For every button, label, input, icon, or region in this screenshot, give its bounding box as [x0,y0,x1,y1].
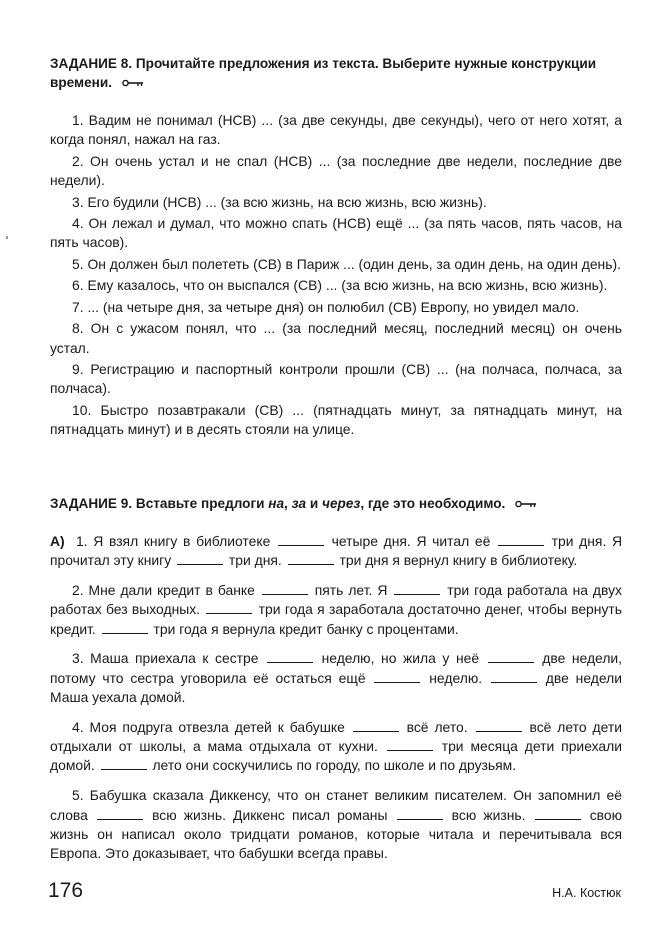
author-name: Н.А. Костюк [552,886,621,900]
blank-field[interactable] [535,807,581,820]
task9-heading: ЗАДАНИЕ 9. Вставьте предлоги на, за и через, где это необходимо. [50,494,620,513]
list-item: 5. Он должен был полететь (СВ) в Париж ... (один день, за один день, на один день). [72,255,621,272]
preposition-na: на [268,496,285,511]
list-item: 8. Он с ужасом понял, что ... (за последний месяц, последний месяц) он очень устал. [50,320,622,356]
task8-instruction: Прочитайте предложения из текста. Выберите нужные конструкции времени. [50,56,597,90]
blank-field[interactable] [262,582,308,595]
task9-label: ЗАДАНИЕ 9. [50,496,133,511]
key-icon [122,79,144,87]
scan-mark [6,236,8,239]
blank-field[interactable] [488,650,534,663]
task9-instruction: Вставьте предлоги [135,496,265,511]
list-item: 2. Он очень устал и не спал (НСВ) ... (за последние две недели, последние две недели). [50,152,622,189]
list-item: 7. ... (на четыре дня, за четыре дня) он полюбил (СВ) Европу, но увидел мало. [72,298,580,315]
blank-field[interactable] [491,670,537,683]
blank-field[interactable] [374,670,420,683]
blank-field[interactable] [353,719,399,732]
blank-field[interactable] [97,807,143,820]
blank-field[interactable] [278,533,324,546]
blank-field[interactable] [397,807,443,820]
list-item: 3. Маша приехала к сестре неделю, но жила у неё две недели, потому что сестра уговорила её остаться ещё неделю. две недели Маша уехала домой. [50,650,623,706]
blank-field[interactable] [288,552,334,565]
task8-list [50,111,622,442]
blank-field[interactable] [101,757,147,770]
list-item: 6. Ему казалось, что он выспался (СВ) ... (за всю жизнь, на всю жизнь, всю жизнь). [72,277,608,294]
blank-field[interactable] [102,621,148,634]
task9-list [50,532,622,874]
section-label: А) [50,533,65,549]
list-item: 4. Моя подруга отвезла детей к бабушке всё лето. всё лето дети отдыхали от школы, а мама отдыхала от кухни. три месяца дети приехали домой. лето они соскучились по городу, по школе и по друзьям. [50,718,622,774]
blank-field[interactable] [177,552,223,565]
list-item: А) 1. Я взял книгу в библиотеке четыре дня. Я читал её три дня. Я прочитал эту книгу три дня. три дня я вернул книгу в библиотеку. [50,533,623,569]
list-item: 3. Его будили (НСВ) ... (за всю жизнь, на всю жизнь, всю жизнь). [72,193,487,210]
preposition-za: за [291,496,307,511]
task8-heading [50,54,620,92]
blank-field[interactable] [206,601,252,614]
list-item: 5. Бабушка сказала Диккенсу, что он станет великим писателем. Он запомнил её слова всю жизнь. Диккенс писал романы всю жизнь. свою жизнь он написал около тридцати романов, которые читала и перечитывала вся Европа. Это доказывает, что бабушки всегда правы. [50,787,623,862]
list-item: 9. Регистрацию и паспортный контроли прошли (СВ) ... (на полчаса, полчаса, за полчаса). [50,361,622,397]
page-number: 176 [48,879,84,902]
blank-field[interactable] [267,650,313,663]
blank-field[interactable] [476,719,522,732]
blank-field[interactable] [498,533,544,546]
list-item: 1. Вадим не понимал (НСВ) ... (за две секунды, две секунды), чего от него хотят, а когда понял, нажал на газ. [50,112,622,148]
preposition-cherez: через [322,496,361,511]
list-item: 10. Быстро позавтракали (СВ) ... (пятнадцать минут, за пятнадцать минут, на пятнадцать минут) и в десять стояли на улице. [50,401,622,438]
blank-field[interactable] [387,738,433,751]
key-icon [515,500,537,508]
list-item: 2. Мне дали кредит в банке пять лет. Я три года работала на двух работах без выходных. три года я заработала достаточно денег, чтобы вернуть кредит. три года я вернула кредит банку с процентами. [50,582,622,637]
task8-label: ЗАДАНИЕ 8. [50,56,133,71]
list-item: 4. Он лежал и думал, что можно спать (НСВ) ещё ... (за пять часов, пять часов, на пять часов). [50,215,622,251]
blank-field[interactable] [394,582,440,595]
